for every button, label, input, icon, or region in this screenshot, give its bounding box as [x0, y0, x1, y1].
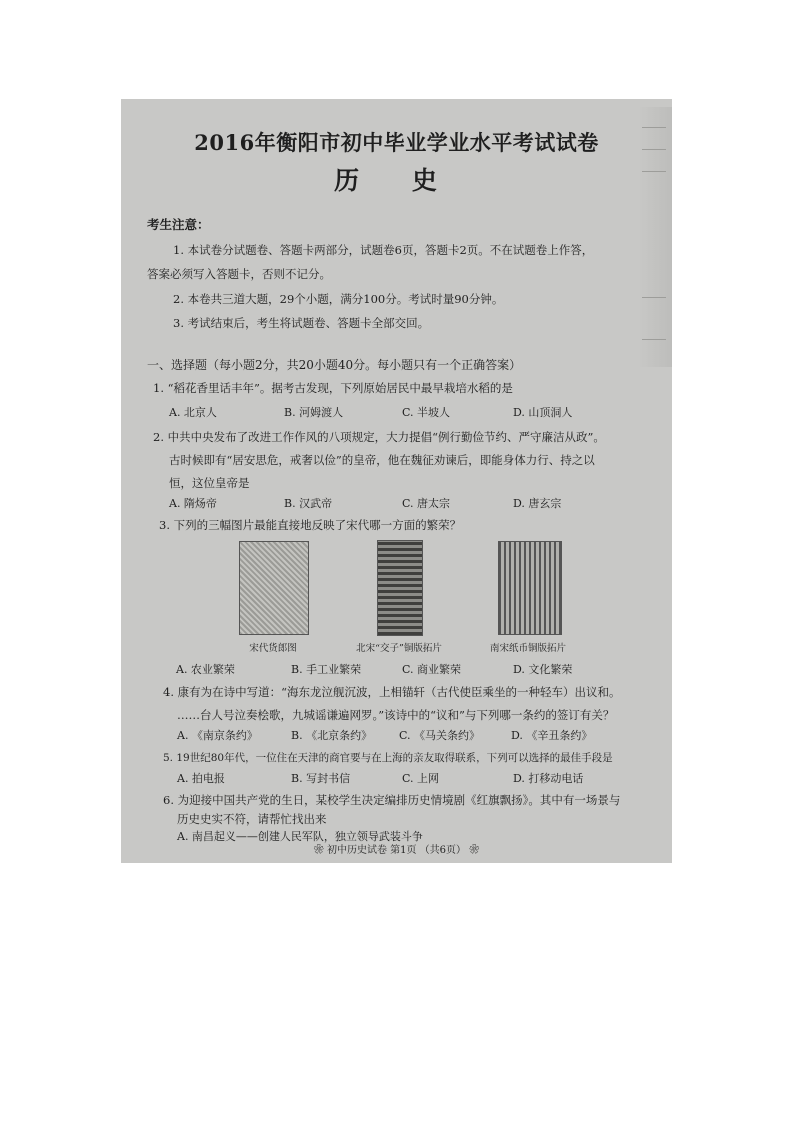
jiaozi-rubbing-image — [377, 540, 423, 636]
option-a: A. 南昌起义——创建人民军队，独立领导武装斗争 — [177, 830, 423, 843]
option-c: C. 唐太宗 — [402, 497, 451, 510]
option-c: C. 商业繁荣 — [402, 663, 462, 676]
figure-caption: 南宋纸币铜版拓片 — [489, 643, 566, 654]
option-b: B. 河姆渡人 — [284, 406, 344, 419]
option-a: A. 农业繁荣 — [176, 663, 235, 676]
ghost-line — [642, 297, 666, 298]
question-4-line: ……台人号泣奏桧歌，九城谣谦遍网罗。”该诗中的“议和”与下列哪一条约的签订有关？ — [177, 708, 615, 722]
option-b: B. 《北京条约》 — [291, 729, 373, 742]
question-3: 3. 下列的三幅图片最能直接地反映了宋代哪一方面的繁荣？ — [159, 518, 462, 532]
question-2-line: 恒，这位皇帝是 — [169, 476, 250, 490]
option-d: D. 唐玄宗 — [513, 497, 562, 510]
southern-song-banknote-rubbing-image — [498, 541, 562, 635]
exam-sheet — [121, 99, 672, 863]
notice-line: 2. 本卷共三道大题，29个小题，满分100分。考试时量90分钟。 — [173, 292, 504, 306]
question-4: 4. 康有为在诗中写道：“海东龙泣舰沉波，上相锚轩（古代使臣乘坐的一种轻车）出议和。 — [163, 685, 621, 699]
option-c: C. 半坡人 — [402, 406, 451, 419]
question-6: 6. 为迎接中国共产党的生日，某校学生决定编排历史情境剧《红旗飘扬》。其中有一场景与 — [163, 793, 621, 807]
notice-heading: 考生注意： — [147, 217, 210, 232]
option-d: D. 打移动电话 — [513, 772, 584, 785]
option-c: C. 《马关条约》 — [399, 729, 481, 742]
option-a: A. 北京人 — [169, 406, 217, 419]
option-b: B. 手工业繁荣 — [291, 663, 362, 676]
option-a: A. 隋炀帝 — [169, 497, 217, 510]
figure-caption: 北宋“交子”铜版拓片 — [356, 643, 442, 654]
question-1: 1. “稻花香里话丰年”。据考古发现，下列原始居民中最早栽培水稻的是 — [153, 381, 513, 395]
figure-caption: 宋代货郎图 — [249, 643, 297, 654]
section-heading: 一、选择题（每小题2分，共20小题40分。每小题只有一个正确答案） — [147, 358, 522, 372]
option-b: B. 汉武帝 — [284, 497, 333, 510]
subject-title: 历 史 — [334, 166, 459, 195]
option-d: D. 《辛丑条约》 — [511, 729, 593, 742]
question-2-line: 古时候即有“居安思危，戒奢以俭”的皇帝，他在魏征劝谏后，即能身体力行、持之以 — [169, 453, 595, 467]
option-b: B. 写封书信 — [291, 772, 351, 785]
ghost-line — [642, 339, 666, 340]
question-2: 2. 中共中央发布了改进工作作风的八项规定，大力提倡“例行勤俭节约、严守廉洁从政”。 — [153, 430, 605, 444]
page-footer: ❀ 初中历史试卷 第1页 （共6页） ❀ — [313, 845, 480, 856]
notice-line: 3. 考试结束后，考生将试题卷、答题卡全部交回。 — [173, 316, 430, 330]
question-5: 5. 19世纪80年代，一位住在天津的商官要与在上海的亲友取得联系，下列可以选择的最佳手段是 — [163, 752, 613, 764]
option-a: A. 拍电报 — [177, 772, 225, 785]
notice-line: 1. 本试卷分试题卷、答题卡两部分，试题卷6页，答题卡2页。不在试题卷上作答， — [173, 243, 594, 257]
notice-line: 答案必须写入答题卡，否则不记分。 — [147, 267, 331, 281]
option-c: C. 上网 — [402, 772, 440, 785]
option-d: D. 山顶洞人 — [513, 406, 573, 419]
question-6-line: 历史史实不符，请帮忙找出来 — [177, 812, 327, 826]
option-a: A. 《南京条约》 — [177, 729, 258, 742]
exam-title: 2016年衡阳市初中毕业学业水平考试试卷 — [194, 130, 599, 155]
song-peddler-painting-image — [239, 541, 309, 635]
option-d: D. 文化繁荣 — [513, 663, 573, 676]
